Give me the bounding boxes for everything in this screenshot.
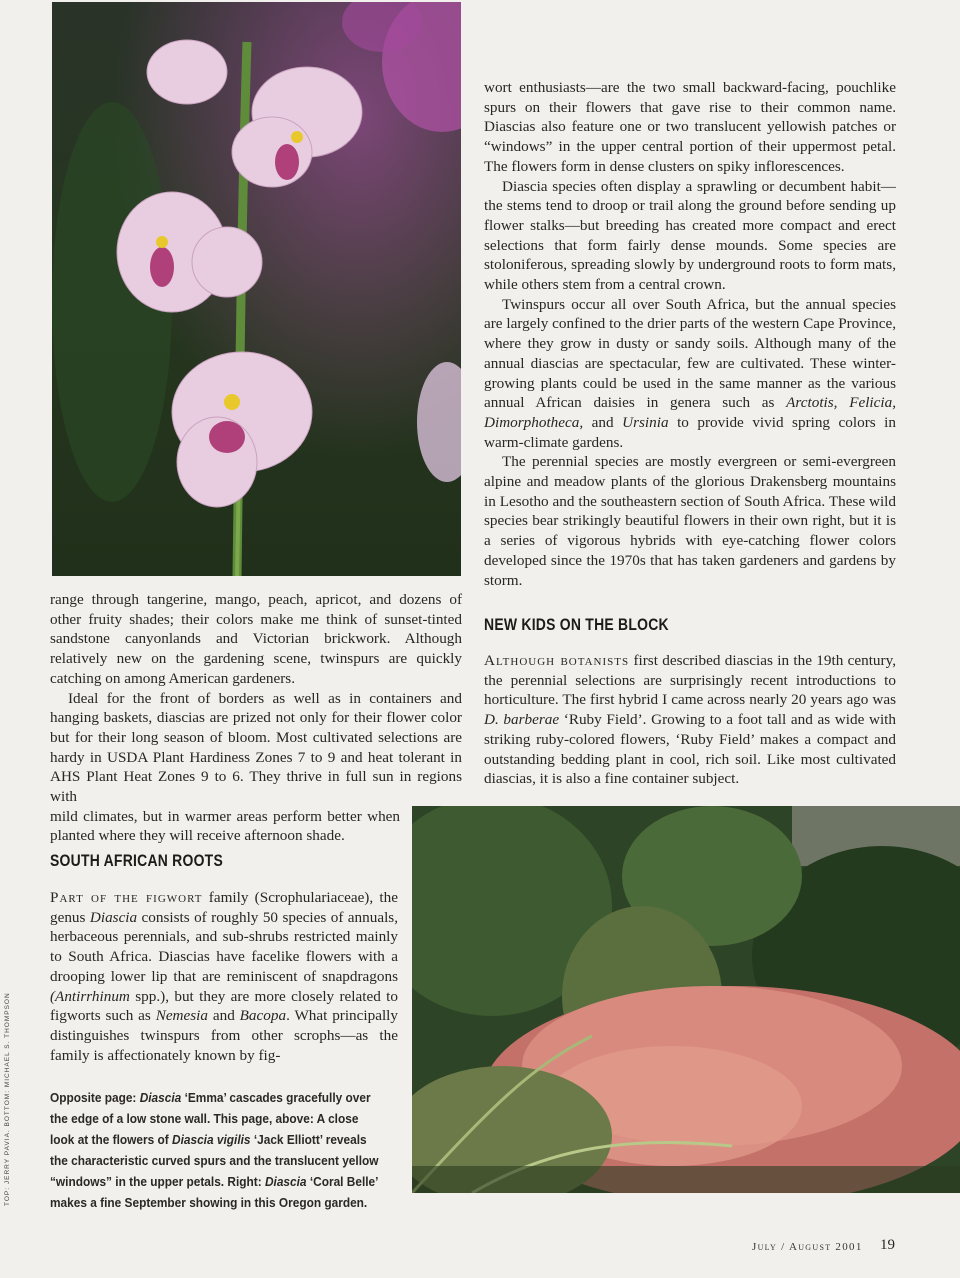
issue-date: July / August 2001 xyxy=(752,1241,863,1253)
right-column-text xyxy=(484,78,896,590)
paragraph: mild climates, but in warmer areas perform better when planted where they will receive afternoon shade. xyxy=(50,807,400,845)
south-african-roots-text xyxy=(50,888,398,1065)
paragraph: Twinspurs occur all over South Africa, but the annual species are largely confined to the drier parts of the western Cape Province, where they grow in dusty or sandy soils. Although many of the annual diascias are spectacular, few are cultivated. These winter-growing plants could be used in the same manner as the various annual African daisies in genera such as Arctotis, Felicia, Dimorphotheca, and Ursinia to provide vivid spring colors in warm-climate gardens. xyxy=(484,295,897,451)
garden-coral-belle-photo xyxy=(412,806,960,1193)
paragraph: Ideal for the front of borders as well as in containers and hanging baskets, diascias are prized not only for their flower color but for their long season of bloom. Most cultivated selections are hardy in USDA Plant Hardiness Zones 7 to 9 and heat tolerant in AHS Plant Heat Zones 9 to 6. They thrive in full sun in regions with xyxy=(50,689,462,806)
paragraph: The perennial species are mostly evergreen or semi-evergreen alpine and meadow plants of the glorious Drakensberg mountains in Lesotho and the southeastern section of South Africa. These wild species bear strikingly beautiful flowers in their own right, but it is a series of vigorous hybrids with eye-catching flower colors developed since the 1970s that has taken gardeners and gardens by storm. xyxy=(484,453,896,589)
section-heading-south-african-roots: SOUTH AFRICAN ROOTS xyxy=(50,851,223,870)
paragraph: Although botanists first described diascias in the 19th century, the perennial selections are surprisingly recent introductions to horticulture. The first hybrid I came across nearly 20 years ago was D. barberae ‘Ruby Field’. Growing to a foot tall and as wide with striking ruby-colored flowers, ‘Ruby Field’ makes a compact and outstanding bedding plant in cool, rich soil. Like most cultivated diascias, it is also a fine container subject. xyxy=(484,652,896,788)
new-kids-text xyxy=(484,651,896,789)
left-column-text xyxy=(50,590,462,846)
photo-credit: TOP: JERRY PAVIA. BOTTOM: MICHAEL S. THOMPSON xyxy=(4,992,11,1206)
section-heading-new-kids: NEW KIDS ON THE BLOCK xyxy=(484,615,669,634)
paragraph: Diascia species often display a sprawling or decumbent habit—the stems tend to droop or trail along the ground before sending up flower stalks—but breeding has created more compact and erect selections that form fairly dense mounds. Some species are stoloniferous, spreading slowly by underground roots to form mats, while others stem from a central crown. xyxy=(484,177,896,294)
paragraph: range through tangerine, mango, peach, apricot, and dozens of other fruity shades; their colors make me think of sunset-tinted sandstone canyonlands and Victorian brickwork. Although relatively new on the gardening scene, twinspurs are quickly catching on among American gardeners. xyxy=(50,591,462,687)
paragraph: Part of the figwort family (Scrophulariaceae), the genus Diascia consists of roughly 50 species of annuals, herbaceous perennials, and sub-shrubs restricted mainly to South Africa. Diascias have facelike flowers with a drooping lower lip that are reminiscent of snapdragons (Antirrhinum spp.), but they are more closely related to figworts such as Nemesia and Bacopa. What principally distinguishes twinspurs from other scrophs—as the family is affectionately known by fig- xyxy=(50,889,399,1064)
pink-diascia-flowers-photo xyxy=(52,2,461,576)
photo-caption: Opposite page: Diascia ‘Emma’ cascades gracefully over the edge of a low stone wall. This page, above: A close look at the flowers of Diascia vigilis ‘Jack Elliott’ reveals the characteristic curved spurs and the translucent yellow “windows” in the upper petals. Right: Diascia ‘Coral Belle’ makes a fine September showing in this Oregon garden. xyxy=(50,1090,379,1210)
page-number: 19 xyxy=(880,1237,895,1253)
paragraph: wort enthusiasts—are the two small backward-facing, pouchlike spurs on their flowers that gave rise to their common name. Diascias also feature one or two translucent yellowish patches or “windows” in the upper central portion of their uppermost petal. The flowers form in dense clusters on spiky inflorescences. xyxy=(484,79,896,175)
